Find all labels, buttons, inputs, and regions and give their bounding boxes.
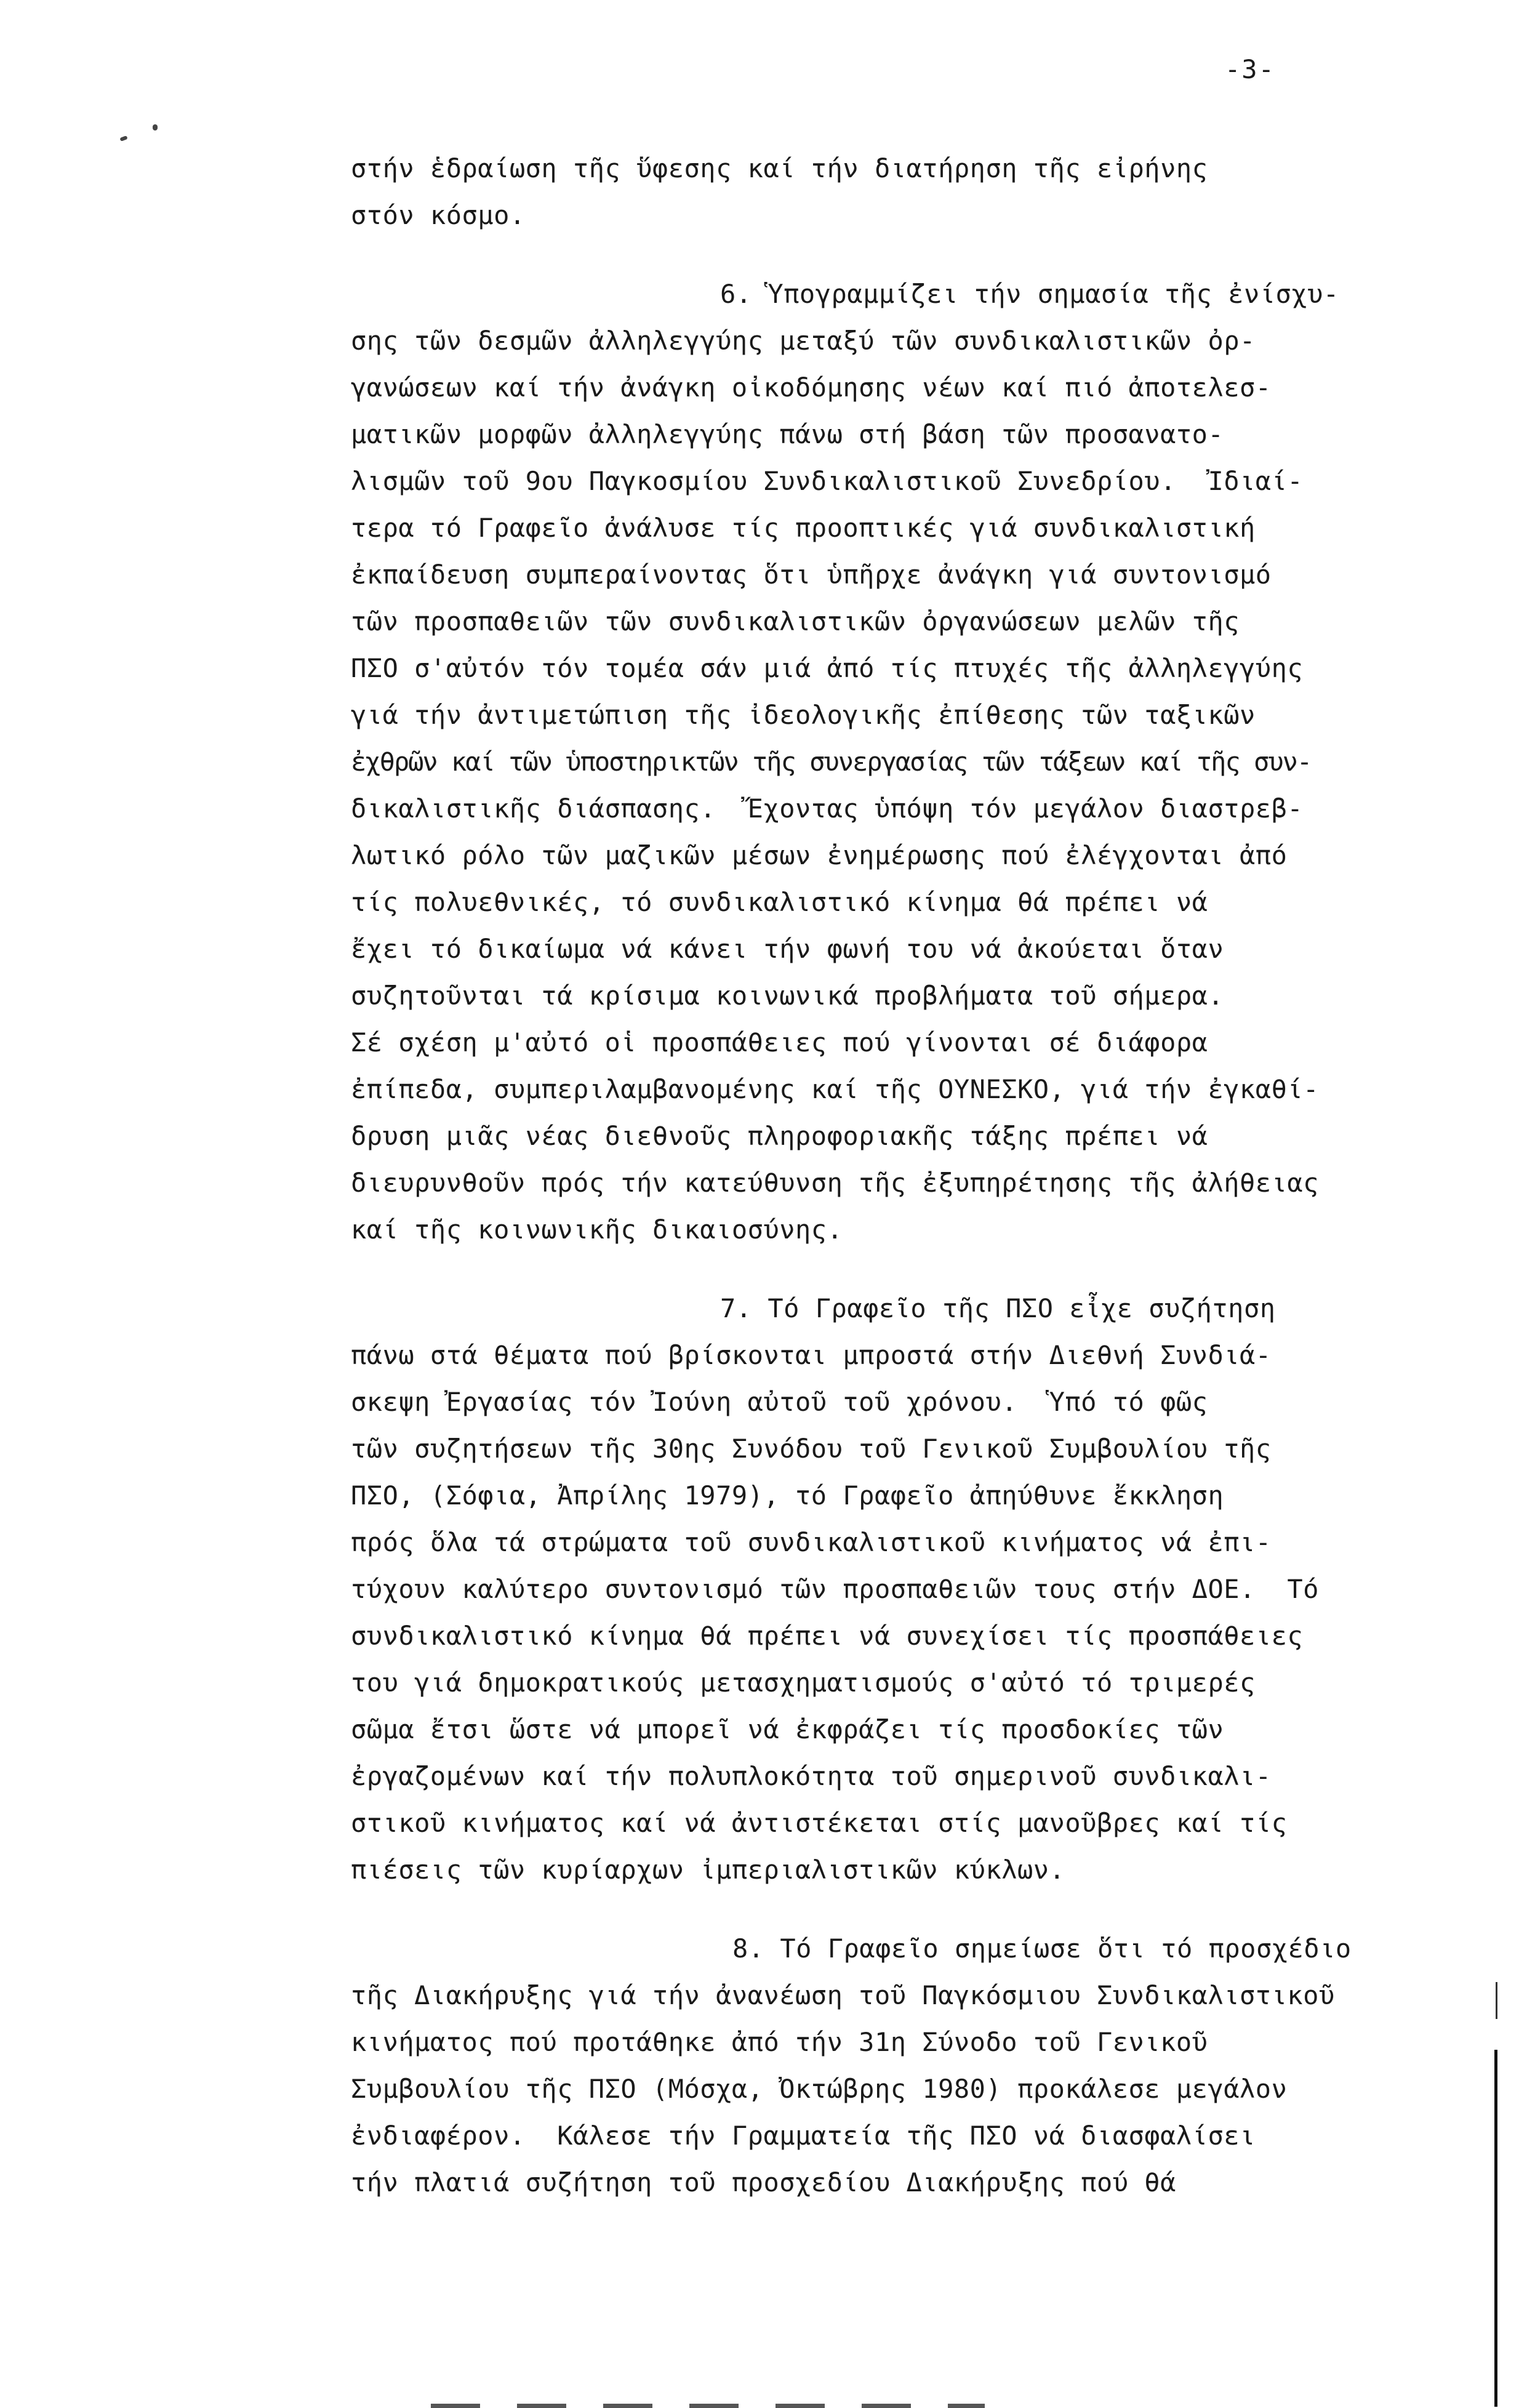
text-line: ΠΣΟ, (Σόφια, Ἀπρίλης 1979), τό Γραφεῖο ἀπηύθυνε ἔκκληση	[351, 1480, 1224, 1511]
text-line: πάνω στά θέματα πού βρίσκονται μπροστά στήν Διεθνή Συνδιά-	[351, 1340, 1272, 1370]
text-line: ἐργαζομένων καί τήν πολυπλοκότητα τοῦ σημερινοῦ συνδικαλι-	[351, 1761, 1272, 1791]
paragraph-6	[351, 271, 1496, 1253]
text-line: ἐπίπεδα, συμπεριλαμβανομένης καί τῆς ΟΥΝΕΣΚΟ, γιά τήν ἐγκαθί-	[351, 1074, 1319, 1104]
paragraph-first-line: 7. Τό Γραφεῖο τῆς ΠΣΟ εἶχε συζήτηση	[720, 1293, 1276, 1323]
text-line: ΠΣΟ σ'αὐτόν τόν τομέα σάν μιά ἀπό τίς πτυχές τῆς ἀλληλεγγύης	[351, 653, 1304, 683]
text-line: τῆς Διακήρυξης γιά τήν ἀνανέωση τοῦ Παγκόσμιου Συνδικαλιστικοῦ	[351, 1980, 1335, 2010]
page-number: -3-	[1225, 54, 1275, 84]
text-line: τήν πλατιά συζήτηση τοῦ προσχεδίου Διακήρυξης πού θά	[351, 2167, 1176, 2197]
text-line: ἐκπαίδευση συμπεραίνοντας ὅτι ὑπῆρχε ἀνάγκη γιά συντονισμό	[351, 560, 1272, 590]
scan-speck	[153, 124, 158, 130]
text-line: λισμῶν τοῦ 9ου Παγκοσμίου Συνδικαλιστικοῦ Συνεδρίου. Ἰδιαί-	[351, 466, 1304, 496]
text-line: συνδικαλιστικό κίνημα θά πρέπει νά συνεχίσει τίς προσπάθειες	[351, 1621, 1304, 1651]
scan-edge-mark	[1496, 1982, 1497, 2019]
text-line: δρυση μιᾶς νέας διεθνοῦς πληροφοριακῆς τάξης πρέπει νά	[351, 1121, 1208, 1151]
text-line: σκεψη Ἐργασίας τόν Ἰούνη αὐτοῦ τοῦ χρόνου. Ὑπό τό φῶς	[351, 1387, 1208, 1417]
text-line: λωτικό ρόλο τῶν μαζικῶν μέσων ἐνημέρωσης πού ἐλέγχονται ἀπό	[351, 840, 1288, 870]
text-line: τερα τό Γραφεῖο ἀνάλυσε τίς προοπτικές γιά συνδικαλιστική	[351, 513, 1256, 543]
text-line: πρός ὅλα τά στρώματα τοῦ συνδικαλιστικοῦ κινήματος νά ἐπι-	[351, 1527, 1272, 1557]
text-line: στήν ἑδραίωση τῆς ὕφεσης καί τήν διατήρηση τῆς εἰρήνης	[351, 153, 1208, 183]
text-line: σῶμα ἔτσι ὥστε νά μπορεῖ νά ἐκφράζει τίς προσδοκίες τῶν	[351, 1714, 1224, 1744]
paragraph-first-line: 6. Ὑπογραμμίζει τήν σημασία τῆς ἐνίσχυ-	[720, 279, 1339, 309]
text-line: γανώσεων καί τήν ἀνάγκη οἰκοδόμησης νέων καί πιό ἀποτελεσ-	[351, 372, 1272, 403]
text-line: τῶν συζητήσεων τῆς 30ης Συνόδου τοῦ Γενικοῦ Συμβουλίου τῆς	[351, 1434, 1272, 1464]
text-line: σης τῶν δεσμῶν ἀλληλεγγύης μεταξύ τῶν συνδικαλιστικῶν ὀρ-	[351, 326, 1256, 356]
text-line: συζητοῦνται τά κρίσιμα κοινωνικά προβλήματα τοῦ σήμερα.	[351, 981, 1224, 1011]
text-line: τῶν προσπαθειῶν τῶν συνδικαλιστικῶν ὀργανώσεων μελῶν τῆς	[351, 606, 1240, 636]
text-line: στόν κόσμο.	[351, 200, 526, 230]
text-line: πιέσεις τῶν κυρίαρχων ἰμπεριαλιστικῶν κύκλων.	[351, 1855, 1065, 1885]
scan-bottom-bleed	[431, 2404, 985, 2408]
text-line: ἔχει τό δικαίωμα νά κάνει τήν φωνή του νά ἀκούεται ὅταν	[351, 934, 1224, 964]
text-line: ἐνδιαφέρον. Κάλεσε τήν Γραμματεία τῆς ΠΣΟ νά διασφαλίσει	[351, 2121, 1256, 2151]
text-line: Συμβουλίου τῆς ΠΣΟ (Μόσχα, Ὀκτώβρης 1980) προκάλεσε μεγάλον	[351, 2074, 1288, 2104]
text-line: δικαλιστικῆς διάσπασης. Ἔχοντας ὑπόψη τόν μεγάλον διαστρεβ-	[351, 793, 1304, 824]
paragraph-continued	[351, 145, 1496, 239]
text-line: στικοῦ κινήματος καί νά ἀντιστέκεται στίς μανοῦβρες καί τίς	[351, 1808, 1288, 1838]
text-line: του γιά δημοκρατικούς μετασχηματισμούς σ'αὐτό τό τριμερές	[351, 1668, 1256, 1698]
text-line: ἐχθρῶν καί τῶν ὑποστηρικτῶν τῆς συνεργασίας τῶν τάξεων καί τῆς συν-	[351, 747, 1312, 777]
text-line: Σέ σχέση μ'αὐτό οἱ προσπάθειες πού γίνονται σέ διάφορα	[351, 1027, 1208, 1058]
text-line: τύχουν καλύτερο συντονισμό τῶν προσπαθειῶν τους στήν ΔΟΕ. Τό	[351, 1574, 1319, 1604]
paragraph-7	[351, 1285, 1496, 1893]
document-body	[351, 145, 1496, 2206]
paragraph-first-line: 8. Τό Γραφεῖο σημείωσε ὅτι τό προσχέδιο	[732, 1933, 1352, 1964]
text-line: διευρυνθοῦν πρός τήν κατεύθυνση τῆς ἐξυπηρέτησης τῆς ἀλήθειας	[351, 1168, 1319, 1198]
text-line: ματικῶν μορφῶν ἀλληλεγγύης πάνω στή βάση τῶν προσανατο-	[351, 419, 1224, 449]
paragraph-8	[351, 1925, 1496, 2206]
text-line: κινήματος πού προτάθηκε ἀπό τήν 31η Σύνοδο τοῦ Γενικοῦ	[351, 2027, 1208, 2057]
scan-speck	[119, 135, 127, 142]
text-line: γιά τήν ἀντιμετώπιση τῆς ἰδεολογικῆς ἐπίθεσης τῶν ταξικῶν	[351, 700, 1256, 730]
text-line: τίς πολυεθνικές, τό συνδικαλιστικό κίνημα θά πρέπει νά	[351, 887, 1208, 917]
text-line: καί τῆς κοινωνικῆς δικαιοσύνης.	[351, 1214, 843, 1245]
